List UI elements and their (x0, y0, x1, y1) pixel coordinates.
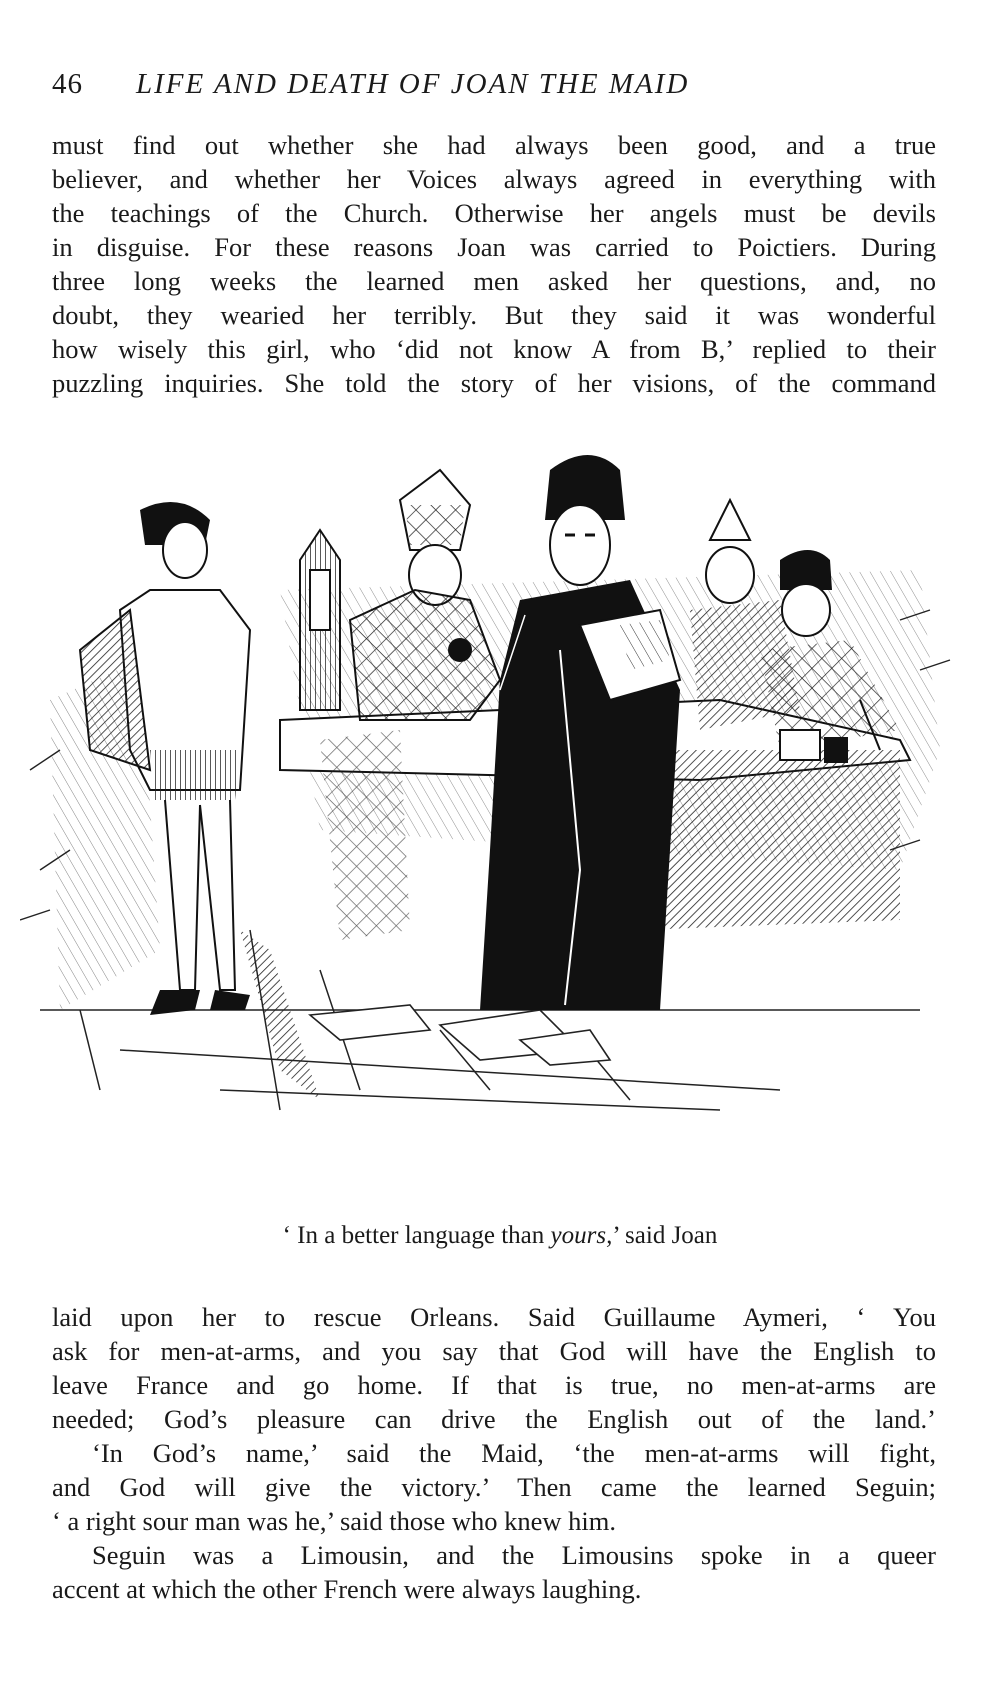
text-line: must find out whether she had always been good, and a true (52, 130, 936, 160)
text-line: the teachings of the Church. Otherwise her angels must be devils (52, 198, 936, 228)
illustration-caption (0, 1222, 1000, 1250)
text-line: and God will give the victory.’ Then came the learned Seguin; (52, 1472, 936, 1502)
text-line: how wisely this girl, who ‘did not know A from B,’ replied to their (52, 334, 936, 364)
papers-on-floor (310, 1005, 610, 1065)
paragraph-4 (52, 1538, 936, 1606)
running-head (52, 68, 932, 108)
throne-chair (300, 530, 340, 710)
text-line: needed; God’s pleasure can drive the English out of the land.’ (52, 1404, 936, 1434)
text-line: three long weeks the learned men asked her questions, and, no (52, 266, 936, 296)
caption-text-end: ’ said Joan (612, 1222, 718, 1249)
seguin-figure (480, 455, 680, 1010)
paragraph-3 (52, 1436, 936, 1538)
running-title: LIFE AND DEATH OF JOAN THE MAID (136, 68, 690, 100)
text-line: believer, and whether her Voices always agreed in everything with (52, 164, 936, 194)
page-number: 46 (52, 68, 83, 100)
text-line: puzzling inquiries. She told the story of her visions, of the command (52, 368, 936, 398)
text-line: leave France and go home. If that is true, no men-at-arms are (52, 1370, 936, 1400)
floor-shadow (240, 930, 320, 1100)
paragraph-1 (52, 128, 936, 400)
paragraph-2 (52, 1300, 936, 1436)
engraving-illustration (20, 450, 980, 1210)
caption-italic: yours, (550, 1222, 613, 1249)
text-line: accent at which the other French were always laughing. (52, 1574, 642, 1604)
text-line: in disguise. For these reasons Joan was carried to Poictiers. During (52, 232, 936, 262)
caption-text: ‘ In a better language than (282, 1222, 551, 1249)
text-line: ‘ a right sour man was he,’ said those who knew him. (52, 1506, 616, 1536)
text-line: ask for men-at-arms, and you say that God will have the English to (52, 1336, 936, 1366)
text-line: Seguin was a Limousin, and the Limousins spoke in a queer (92, 1540, 936, 1570)
text-line: laid upon her to rescue Orleans. Said Guillaume Aymeri, ‘ You (52, 1302, 936, 1332)
text-line: doubt, they wearied her terribly. But they said it was wonderful (52, 300, 936, 330)
text-line: ‘In God’s name,’ said the Maid, ‘the men-at-arms will fight, (92, 1438, 936, 1468)
